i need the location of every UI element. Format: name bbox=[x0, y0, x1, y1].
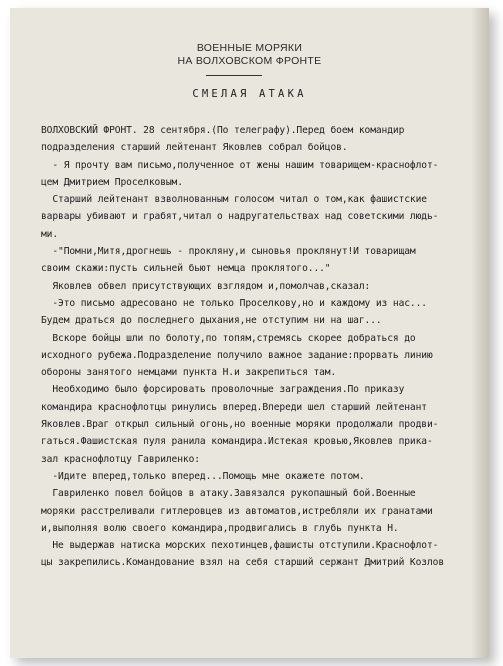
text-line: Не выдержав натиска морских пехотинцев,фашисты отступили.Краснофлот- bbox=[41, 540, 439, 552]
text-line: цем Дмитрием Проселковым. bbox=[41, 176, 183, 188]
article-body bbox=[41, 122, 486, 572]
text-line: исходного рубежа.Подразделение получило важное задание:прорвать линию bbox=[41, 349, 433, 361]
text-line: Вскоре бойцы шли по болоту,по топям,стремясь скорее добраться до bbox=[41, 332, 416, 344]
text-line: зал краснофлотцу Гавриленко: bbox=[41, 453, 200, 465]
text-line: обороны занятого немцами пункта Н.и закрепиться там. bbox=[41, 367, 337, 379]
text-line: цы закрепились.Командование взял на себя старший сержант Дмитрий Козлов bbox=[41, 557, 444, 569]
text-line: -Это письмо адресовано не только Проселкову,но и каждому из нас... bbox=[41, 297, 427, 309]
text-line: Необходимо было форсировать проволочные заграждения.По приказу bbox=[41, 384, 405, 396]
heading-line-1: ВОЕННЫЕ МОРЯКИ bbox=[196, 42, 303, 54]
text-line: ВОЛХОВСКИЙ ФРОНТ. 28 сентября.(По телеграфу).Перед боем командир bbox=[41, 125, 405, 136]
text-line: и,выполняя волю своего командира,продвигались в глубь пункта Н. bbox=[41, 522, 399, 534]
heading-line-2: НА ВОЛХОВСКОМ ФРОНТЕ bbox=[177, 55, 322, 67]
text-line: - Я прочту вам письмо,полученное от жены нашим товарищем-краснофлот- bbox=[41, 159, 439, 171]
text-line: подразделения старший лейтенант Яковлев собрал бойцов. bbox=[41, 142, 348, 154]
text-line: варвары убивают и грабят,читал о надругательствах над советскими людь- bbox=[41, 211, 439, 223]
text-line: Старший лейтенант взволнованным голосом читал о том,как фашистские bbox=[41, 194, 427, 206]
text-line: Гавриленко повел бойцов в атаку.Завязался рукопашный бой.Военные bbox=[41, 488, 416, 500]
text-line: командира краснофлотцы ринулись вперед.Впереди шел старший лейтенант bbox=[41, 401, 427, 413]
text-line: Яковлев обвел присутствующих взглядом и,помолчав,сказал: bbox=[41, 280, 371, 292]
heading-divider bbox=[206, 75, 262, 76]
text-line: -Идите вперед,только вперед...Помощь мне окажете потом. bbox=[41, 470, 365, 482]
text-line: ми. bbox=[41, 228, 59, 240]
document-page bbox=[10, 8, 489, 658]
text-line: гаться.Фашистская пуля ранила командира.Истекая кровью,Яковлев прика- bbox=[41, 436, 433, 448]
text-line: Будем драться до последнего дыхания,не отступим ни на шаг... bbox=[41, 315, 382, 327]
text-line: -"Помни,Митя,дрогнешь - прокляну,и сыновья проклянут!И товарищам bbox=[41, 246, 416, 258]
article-title: СМЕЛАЯ АТАКА bbox=[192, 88, 307, 100]
text-line: моряки расстреливали гитлеровцев из автоматов,истребляли их гранатами bbox=[41, 505, 433, 517]
text-line: Яковлев.Враг открыл сильный огонь,но военные моряки продолжали продви- bbox=[41, 419, 439, 431]
text-line: своим скажи:пусть сильней бьют немца проклятого..." bbox=[41, 263, 331, 275]
